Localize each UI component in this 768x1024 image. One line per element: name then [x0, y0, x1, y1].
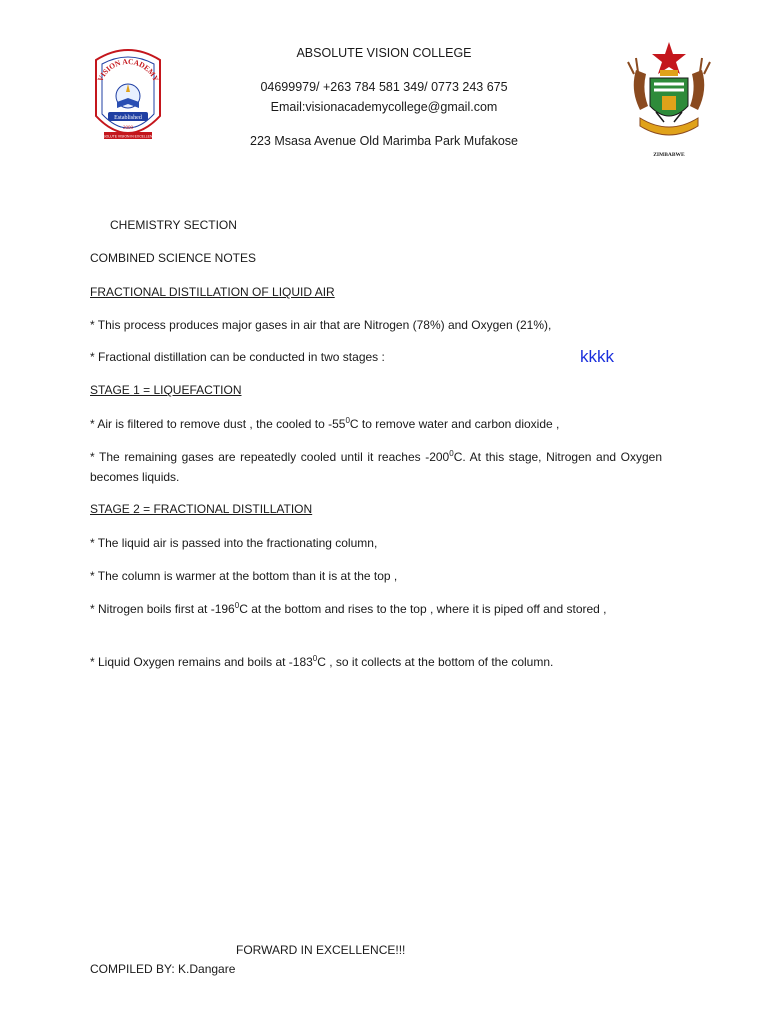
intro-line-2: * Fractional distillation can be conducted in two stages :	[90, 350, 385, 364]
logo-ring-text: VISION ACADEMY	[95, 56, 161, 83]
stage-2-paragraph-3: * Nitrogen boils first at $-196^0C$ at the bottom and rises to the top , where it is piped off and stored ,	[90, 601, 607, 616]
zimbabwe-caption: ZIMBABWE	[653, 152, 685, 158]
stage-1-paragraph-1: * Air is filtered to remove dust , the cooled to $-55^0C$ to remove water and carbon dioxide ,	[90, 416, 560, 431]
college-name: ABSOLUTE VISION COLLEGE	[296, 46, 472, 60]
logo-year-text: 2000	[123, 126, 133, 131]
email-line: Email:visionacademycollege@gmail.com	[270, 100, 498, 114]
intro-line-1: * This process produces major gases in air that are Nitrogen (78%) and Oxygen (21%),	[90, 318, 552, 332]
logo-established-text: Established	[114, 115, 142, 121]
compiled-by: COMPILED BY: K.Dangare	[90, 962, 236, 976]
logo-motto-text: ABSOLUTE VISION IN EXCELLENCE	[98, 134, 158, 139]
stage-2-paragraph-2: * The column is warmer at the bottom than it is at the top ,	[90, 569, 398, 583]
footer-slogan: FORWARD IN EXCELLENCE!!!	[236, 943, 406, 957]
stage-1-paragraph-2: * The remaining gases are repeatedly cooled until it reaches $-200^0C$. At this stage, Nitrogen and Oxygen becomes liquids.	[90, 449, 663, 484]
stage-2-paragraph-4: * Liquid Oxygen remains and boils at $-183^0C$ , so it collects at the bottom of the column.	[90, 654, 554, 669]
stage-2-heading: STAGE 2 = FRACTIONAL DISTILLATION	[90, 502, 313, 516]
phone-numbers: 04699979/ +263 784 581 349/ 0773 243 675	[260, 80, 508, 94]
stage-1-heading: STAGE 1 = LIQUEFACTION	[90, 383, 242, 397]
notes-subtitle: COMBINED SCIENCE NOTES	[90, 251, 257, 265]
address-line: 223 Msasa Avenue Old Marimba Park Mufakose	[250, 134, 518, 148]
section-title: CHEMISTRY SECTION	[110, 218, 237, 232]
zimbabwe-coat-of-arms	[626, 40, 712, 160]
stage-2-paragraph-1: * The liquid air is passed into the fractionating column,	[90, 536, 378, 550]
topic-heading: FRACTIONAL DISTILLATION OF LIQUID AIR	[90, 285, 335, 299]
kkkk-marker: kkkk	[580, 347, 614, 366]
